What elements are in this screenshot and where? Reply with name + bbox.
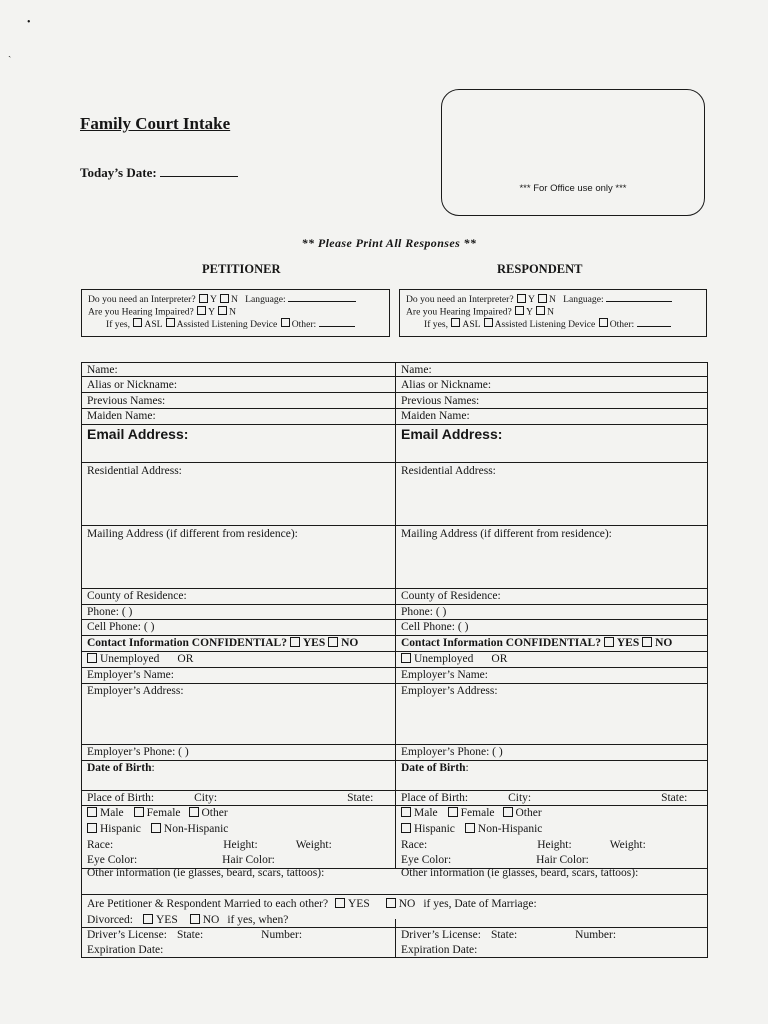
field-label: Female <box>460 807 495 819</box>
field-label: Eye Color: <box>401 854 452 866</box>
respondent-alias-field[interactable] <box>401 378 491 392</box>
field-label: City: <box>194 792 218 804</box>
field-label: Mailing Address (if different from residence): <box>401 528 612 540</box>
petitioner-drivers-license-field[interactable] <box>87 928 302 942</box>
field-label: City: <box>508 792 532 804</box>
checkbox[interactable] <box>503 807 513 817</box>
field-label: State: <box>490 929 518 941</box>
table-row-line <box>82 424 707 425</box>
hearing-row: Are you Hearing Impaired? Y N <box>88 306 237 317</box>
field-label: Residential Address: <box>87 465 182 477</box>
field-label: NO <box>655 637 673 649</box>
field-label: Other <box>515 807 542 819</box>
table-row-line <box>82 392 707 393</box>
field-label: Email Address: <box>401 426 503 442</box>
field-label: Number: <box>575 929 617 941</box>
field-label: Height: <box>537 839 572 851</box>
checkbox[interactable] <box>465 823 475 833</box>
petitioner-expiration-field[interactable] <box>87 943 163 957</box>
respondent-email-field[interactable] <box>401 427 502 443</box>
field-label: County of Residence: <box>401 590 501 602</box>
interpreter-row: Do you need an Interpreter? Y N Language: <box>88 293 389 306</box>
respondent-maiden-name-field[interactable] <box>401 409 470 423</box>
petitioner-alias-field[interactable] <box>87 378 177 392</box>
field-label: NO <box>398 898 416 910</box>
field-label: Driver’s License: <box>401 929 481 941</box>
field-label: Non-Hispanic <box>163 823 229 835</box>
hearing-yes-checkbox[interactable] <box>197 306 206 315</box>
field-label: Employer’s Name: <box>87 669 174 681</box>
checkbox[interactable] <box>328 637 338 647</box>
petitioner-employer-phone-field[interactable] <box>87 745 189 759</box>
field-label: Place of Birth: <box>401 792 469 804</box>
today-date-blank[interactable] <box>160 165 238 177</box>
language-blank[interactable] <box>288 293 356 302</box>
respondent-residential-address-field[interactable] <box>401 464 496 478</box>
field-label: YES <box>302 637 326 649</box>
field-label: OR <box>491 653 508 665</box>
petitioner-unemployed-field[interactable] <box>87 652 193 666</box>
respondent-accessibility-box <box>399 289 707 337</box>
table-row-line <box>82 376 707 377</box>
field-label: Employer’s Phone: ( ) <box>87 746 189 758</box>
table-row-line <box>82 760 707 761</box>
field-label: YES <box>616 637 640 649</box>
respondent-eye-hair-color-field[interactable] <box>401 853 589 867</box>
field-label: State: <box>661 792 688 804</box>
table-row-line <box>82 462 707 463</box>
field-label: Divorced: <box>87 914 133 926</box>
field-label: Weight: <box>609 839 646 851</box>
table-row-line <box>82 604 707 605</box>
petitioner-county-field[interactable] <box>87 589 187 603</box>
petitioner-other-info-field[interactable] <box>87 866 324 880</box>
divorced-field[interactable] <box>87 913 288 927</box>
table-row-line <box>82 894 707 895</box>
today-date-field[interactable] <box>80 165 238 181</box>
field-label: Name: <box>87 364 118 376</box>
table-row-line <box>82 667 707 668</box>
intake-table <box>81 362 708 958</box>
field-label: Cell Phone: ( ) <box>87 621 155 633</box>
field-label: Alias or Nickname: <box>87 379 178 391</box>
field-label: Residential Address: <box>401 465 496 477</box>
field-label: Mailing Address (if different from residence): <box>87 528 298 540</box>
assist-row: If yes, ASL Assisted Listening Device Other: <box>88 318 389 331</box>
office-use-label: *** For Office use only *** <box>519 183 627 194</box>
checkbox[interactable] <box>386 898 396 908</box>
checkbox[interactable] <box>134 807 144 817</box>
field-label: Weight: <box>295 839 332 851</box>
field-label: Height: <box>223 839 258 851</box>
respondent-race-height-weight-field[interactable] <box>401 838 646 852</box>
field-label: : <box>465 762 469 774</box>
hearing-yes-checkbox[interactable] <box>515 306 524 315</box>
petitioner-eye-hair-color-field[interactable] <box>87 853 275 867</box>
field-label: Employer’s Phone: ( ) <box>401 746 503 758</box>
respondent-place-of-birth-field[interactable] <box>401 791 687 805</box>
respondent-mailing-address-field[interactable] <box>401 527 612 541</box>
checkbox[interactable] <box>604 637 614 647</box>
interpreter-no-checkbox[interactable] <box>220 294 229 303</box>
assisted-listening-checkbox[interactable] <box>484 318 493 327</box>
respondent-name-field[interactable] <box>401 363 432 377</box>
field-label: Date of Birth <box>87 762 152 774</box>
other-assist-blank[interactable] <box>319 318 355 327</box>
petitioner-heading: PETITIONER <box>202 262 281 276</box>
field-label: : <box>151 762 155 774</box>
checkbox[interactable] <box>401 653 411 663</box>
field-label: County of Residence: <box>87 590 187 602</box>
petitioner-name-field[interactable] <box>87 363 118 377</box>
field-label: Employer’s Name: <box>401 669 488 681</box>
checkbox[interactable] <box>401 807 411 817</box>
field-label: Email Address: <box>87 426 189 442</box>
petitioner-date-of-birth-field[interactable] <box>87 761 155 775</box>
field-label: NO <box>202 914 220 926</box>
assisted-listening-checkbox[interactable] <box>166 318 175 327</box>
interpreter-row: Do you need an Interpreter? Y N Language: <box>406 293 706 306</box>
table-row-line <box>82 525 707 526</box>
petitioner-maiden-name-field[interactable] <box>87 409 156 423</box>
field-label: Race: <box>87 839 114 851</box>
respondent-previous-names-field[interactable] <box>401 394 479 408</box>
respondent-expiration-field[interactable] <box>401 943 477 957</box>
checkbox[interactable] <box>642 637 652 647</box>
field-label: Other information (ie glasses, beard, scars, tattoos): <box>401 867 639 879</box>
petitioner-cell-phone-field[interactable] <box>87 620 154 634</box>
respondent-employer-phone-field[interactable] <box>401 745 503 759</box>
petitioner-race-height-weight-field[interactable] <box>87 838 332 852</box>
petitioner-employer-address-field[interactable] <box>87 684 184 698</box>
respondent-date-of-birth-field[interactable] <box>401 761 469 775</box>
field-label: Maiden Name: <box>87 410 156 422</box>
field-label: Eye Color: <box>87 854 138 866</box>
field-label: Cell Phone: ( ) <box>401 621 469 633</box>
petitioner-sex-field[interactable] <box>87 806 228 820</box>
respondent-heading: RESPONDENT <box>497 262 583 276</box>
field-label: if yes, when? <box>227 914 289 926</box>
table-row-line <box>82 619 707 620</box>
respondent-county-field[interactable] <box>401 589 501 603</box>
respondent-employer-address-field[interactable] <box>401 684 498 698</box>
field-label: Phone: ( ) <box>87 606 133 618</box>
scan-dot: • <box>27 17 31 28</box>
checkbox[interactable] <box>290 637 300 647</box>
other-assist-checkbox[interactable] <box>599 318 608 327</box>
field-label: YES <box>155 914 178 926</box>
checkbox[interactable] <box>335 898 345 908</box>
field-label: Non-Hispanic <box>477 823 543 835</box>
checkbox[interactable] <box>87 807 97 817</box>
field-label: Other <box>201 807 228 819</box>
field-label: Male <box>414 807 438 819</box>
petitioner-residential-address-field[interactable] <box>87 464 182 478</box>
checkbox[interactable] <box>401 823 411 833</box>
checkbox[interactable] <box>87 653 97 663</box>
respondent-unemployed-field[interactable] <box>401 652 507 666</box>
table-row-line <box>82 408 707 409</box>
assist-row: If yes, ASL Assisted Listening Device Other: <box>406 318 706 331</box>
hearing-row: Are you Hearing Impaired? Y N <box>406 306 555 317</box>
other-assist-checkbox[interactable] <box>281 318 290 327</box>
petitioner-mailing-address-field[interactable] <box>87 527 298 541</box>
petitioner-employer-name-field[interactable] <box>87 668 174 682</box>
asl-checkbox[interactable] <box>451 318 460 327</box>
petitioner-ethnicity-field[interactable] <box>87 822 228 836</box>
field-label: YES <box>347 898 370 910</box>
field-label: Previous Names: <box>401 395 480 407</box>
column-divider <box>395 363 396 868</box>
page-title: Family Court Intake <box>80 114 231 133</box>
petitioner-accessibility-box <box>81 289 390 337</box>
field-label: Employer’s Address: <box>401 685 498 697</box>
checkbox[interactable] <box>143 914 153 924</box>
field-label: Contact Information CONFIDENTIAL? <box>401 637 601 649</box>
field-label: Alias or Nickname: <box>401 379 492 391</box>
interpreter-no-checkbox[interactable] <box>538 294 547 303</box>
petitioner-place-of-birth-field[interactable] <box>87 791 373 805</box>
field-label: Place of Birth: <box>87 792 155 804</box>
field-label: Employer’s Address: <box>87 685 184 697</box>
petitioner-confidential-field[interactable] <box>87 636 358 650</box>
field-label: State: <box>176 929 204 941</box>
hearing-no-checkbox[interactable] <box>536 306 545 315</box>
field-label: Expiration Date: <box>87 944 164 956</box>
office-use-box <box>441 89 705 216</box>
respondent-drivers-license-field[interactable] <box>401 928 616 942</box>
petitioner-previous-names-field[interactable] <box>87 394 165 408</box>
print-note: ** Please Print All Responses ** <box>301 236 477 250</box>
field-label: Number: <box>261 929 303 941</box>
checkbox[interactable] <box>448 807 458 817</box>
field-label: Previous Names: <box>87 395 166 407</box>
field-label: Maiden Name: <box>401 410 470 422</box>
asl-checkbox[interactable] <box>133 318 142 327</box>
petitioner-phone-field[interactable] <box>87 605 132 619</box>
checkbox[interactable] <box>189 807 199 817</box>
respondent-cell-phone-field[interactable] <box>401 620 468 634</box>
field-label: Hispanic <box>100 823 141 835</box>
respondent-sex-field[interactable] <box>401 806 542 820</box>
field-label: Are Petitioner & Respondent Married to each other? <box>87 898 329 910</box>
today-date-label: Today’s Date: <box>80 165 157 180</box>
checkbox[interactable] <box>87 823 97 833</box>
field-label: Expiration Date: <box>401 944 478 956</box>
field-label: Other information (ie glasses, beard, scars, tattoos): <box>87 867 325 879</box>
respondent-confidential-field[interactable] <box>401 636 672 650</box>
respondent-phone-field[interactable] <box>401 605 446 619</box>
respondent-employer-name-field[interactable] <box>401 668 488 682</box>
column-divider-bottom <box>395 919 396 957</box>
field-label: Race: <box>401 839 428 851</box>
field-label: NO <box>341 637 359 649</box>
checkbox[interactable] <box>151 823 161 833</box>
field-label: if yes, Date of Marriage: <box>423 898 537 910</box>
field-label: Contact Information CONFIDENTIAL? <box>87 637 287 649</box>
field-label: OR <box>177 653 194 665</box>
field-label: Unemployed <box>414 653 474 665</box>
petitioner-email-field[interactable] <box>87 427 188 443</box>
married-field[interactable] <box>87 897 537 911</box>
field-label: Female <box>146 807 181 819</box>
language-blank[interactable] <box>606 293 672 302</box>
field-label: Name: <box>401 364 432 376</box>
other-assist-blank[interactable] <box>637 318 671 327</box>
field-label: Phone: ( ) <box>401 606 447 618</box>
field-label: Hair Color: <box>222 854 275 866</box>
respondent-ethnicity-field[interactable] <box>401 822 542 836</box>
interpreter-yes-checkbox[interactable] <box>199 294 208 303</box>
field-label: Date of Birth <box>401 762 466 774</box>
field-label: Male <box>100 807 124 819</box>
respondent-other-info-field[interactable] <box>401 866 638 880</box>
checkbox[interactable] <box>190 914 200 924</box>
scan-mark: ˎ <box>8 47 12 58</box>
hearing-no-checkbox[interactable] <box>218 306 227 315</box>
field-label: State: <box>347 792 374 804</box>
interpreter-yes-checkbox[interactable] <box>517 294 526 303</box>
field-label: Hispanic <box>414 823 455 835</box>
field-label: Hair Color: <box>536 854 589 866</box>
field-label: Driver’s License: <box>87 929 167 941</box>
field-label: Unemployed <box>100 653 160 665</box>
